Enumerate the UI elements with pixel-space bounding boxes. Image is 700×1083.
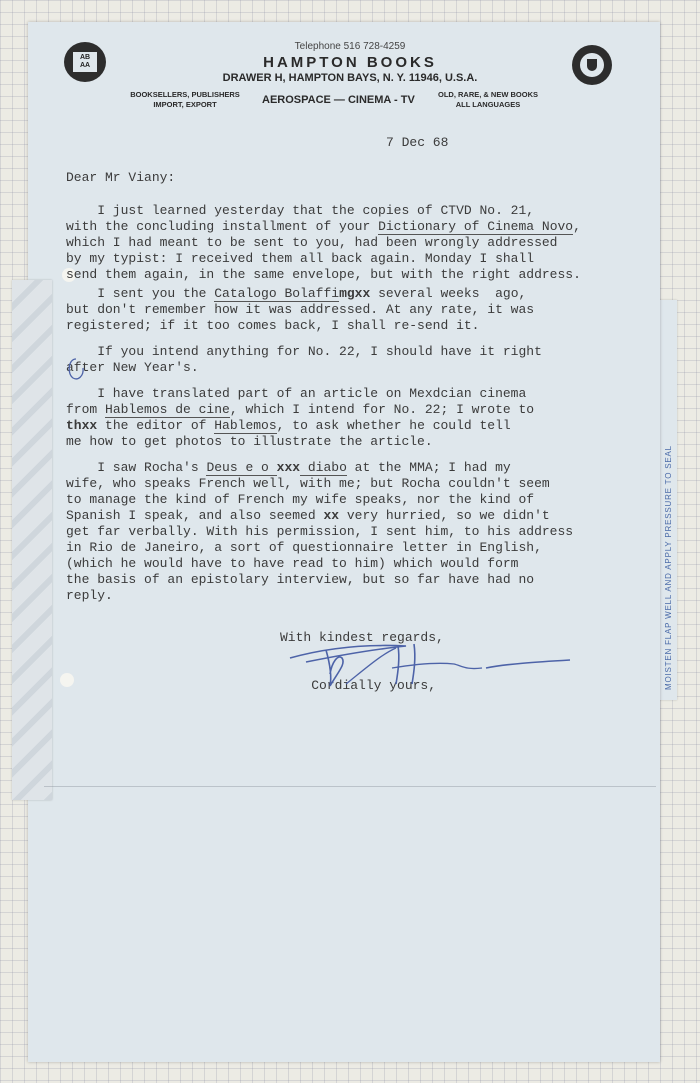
paragraph-1 [66, 203, 581, 283]
typed-line [66, 508, 573, 524]
right-note-line: OLD, RARE, & NEW BOOKS [437, 90, 538, 99]
typed-text: I have translated part of an article on Mexdcian cinema [66, 386, 527, 401]
typed-line [66, 360, 542, 376]
typed-text: to manage the kind of French my wife speaks, nor the kind of [66, 492, 535, 507]
left-note-line: BOOKSELLERS, PUBLISHERS [130, 90, 240, 99]
logo-text-line1: AB [79, 54, 91, 61]
letterhead-specialty: AEROSPACE — CINEMA - TV [262, 94, 415, 106]
typed-line [66, 235, 581, 251]
typed-text: send them again, in the same envelope, but with the right address. [66, 267, 581, 282]
typed-text: but don't remember how it was addressed. At any rate, it was [66, 302, 535, 317]
typed-line [66, 418, 534, 434]
punch-hole-bottom [60, 673, 74, 687]
right-note-line: ALL LANGUAGES [455, 100, 521, 109]
typed-text: , which I intend for No. 22; I wrote to [229, 402, 535, 417]
typed-text: I just learned yesterday that the copies of CTVD No. 21, [66, 203, 535, 218]
typed-text: get far verbally. With his permission, I sent him, to his address [66, 524, 574, 539]
typed-text: reply. [66, 588, 113, 603]
letterhead-left-note [105, 90, 265, 110]
typed-text: which I had meant to be sent to you, had been wrongly addressed [66, 235, 558, 250]
typed-text: the basis of an epistolary interview, but so far have had no [66, 572, 535, 587]
typed-line [66, 540, 573, 556]
typed-line [66, 572, 573, 588]
letterhead-address: DRAWER H, HAMPTON BAYS, N. Y. 11946, U.S.A. [222, 72, 478, 84]
typed-text: with the concluding installment of your [66, 219, 379, 234]
typed-line [66, 460, 573, 476]
struck-out-text: xxx [276, 460, 301, 475]
typed-text: from [66, 402, 106, 417]
typed-text: in Rio de Janeiro, a sort of questionnaire letter in English, [66, 540, 542, 555]
typed-line [66, 344, 542, 360]
underlined-title: Hablemos [214, 418, 277, 433]
struck-out-text: thxx [66, 418, 98, 433]
paragraph-3 [66, 344, 542, 376]
salutation: Dear Mr Viany: [66, 170, 176, 185]
letterhead-right-note [418, 90, 558, 110]
underlined-title: diabo [300, 460, 347, 475]
typed-text: the editor of [97, 418, 215, 433]
typed-text: registered; if it too comes back, I shall re-send it. [66, 318, 480, 333]
typed-text: after New Year's. [66, 360, 199, 375]
typed-text: , [573, 219, 581, 234]
typed-text: If you intend anything for No. 22, I should have it right [66, 344, 542, 359]
paragraph-5 [66, 460, 573, 604]
typed-line [66, 219, 581, 235]
handwritten-signature [286, 628, 586, 698]
letterhead-telephone: Telephone 516 728-4259 [294, 41, 406, 52]
typed-text: me how to get photos to illustrate the article. [66, 434, 433, 449]
typed-text: Spanish I speak, and also seemed [66, 508, 324, 523]
typed-text: very hurried, so we didn't [339, 508, 550, 523]
envelope-seal-instruction: MOISTEN FLAP WELL AND APPLY PRESSURE TO SEAL [664, 445, 673, 690]
typed-line [66, 476, 573, 492]
typed-line [66, 492, 573, 508]
typed-line [66, 402, 534, 418]
typed-text: several weeks [370, 286, 488, 301]
struck-out-text: xx [323, 508, 340, 523]
typed-text: (which he would have to have read to him) which would form [66, 556, 519, 571]
left-note-line: IMPORT, EXPORT [153, 100, 217, 109]
typed-line [66, 318, 534, 334]
underlined-title: Hablemos de cine [105, 402, 230, 417]
paragraph-2 [66, 286, 534, 334]
closing-line: With kindest regards, [280, 630, 444, 645]
letter-date: 7 Dec 68 [386, 135, 449, 150]
logo-text-line2: AA [79, 62, 91, 69]
underlined-title: Deus e o [206, 460, 277, 475]
typed-text: I saw Rocha's [66, 460, 207, 475]
typed-line [66, 386, 534, 402]
pen-circled-mark [64, 356, 90, 387]
typed-text: at the MMA; I had my [346, 460, 511, 475]
typed-line [66, 434, 534, 450]
typed-line [66, 302, 534, 318]
typed-text: by my typist: I received them all back again. Monday I shall [66, 251, 535, 266]
underlined-title: Dictionary of Cinema Novo [378, 219, 574, 234]
typed-line [66, 286, 534, 302]
letterhead-company-name: HAMPTON BOOKS [263, 54, 437, 71]
typed-line [66, 524, 573, 540]
typed-line [66, 556, 573, 572]
typed-text: I sent you the [66, 286, 215, 301]
envelope-flap [12, 280, 52, 800]
typed-line [66, 251, 581, 267]
typed-text: , to ask whether he could tell [276, 418, 511, 433]
struck-out-text: mgxx [339, 286, 371, 301]
typed-text: ago, [487, 286, 527, 301]
typed-line [66, 267, 581, 283]
typed-line [66, 203, 581, 219]
fold-line [44, 786, 656, 787]
closing-line: Cordially yours, [280, 678, 437, 693]
paragraph-4 [66, 386, 534, 450]
typed-text: wife, who speaks French well, with me; but Rocha couldn't seem [66, 476, 550, 491]
underlined-title: Catalogo Bolaffi [214, 286, 340, 301]
